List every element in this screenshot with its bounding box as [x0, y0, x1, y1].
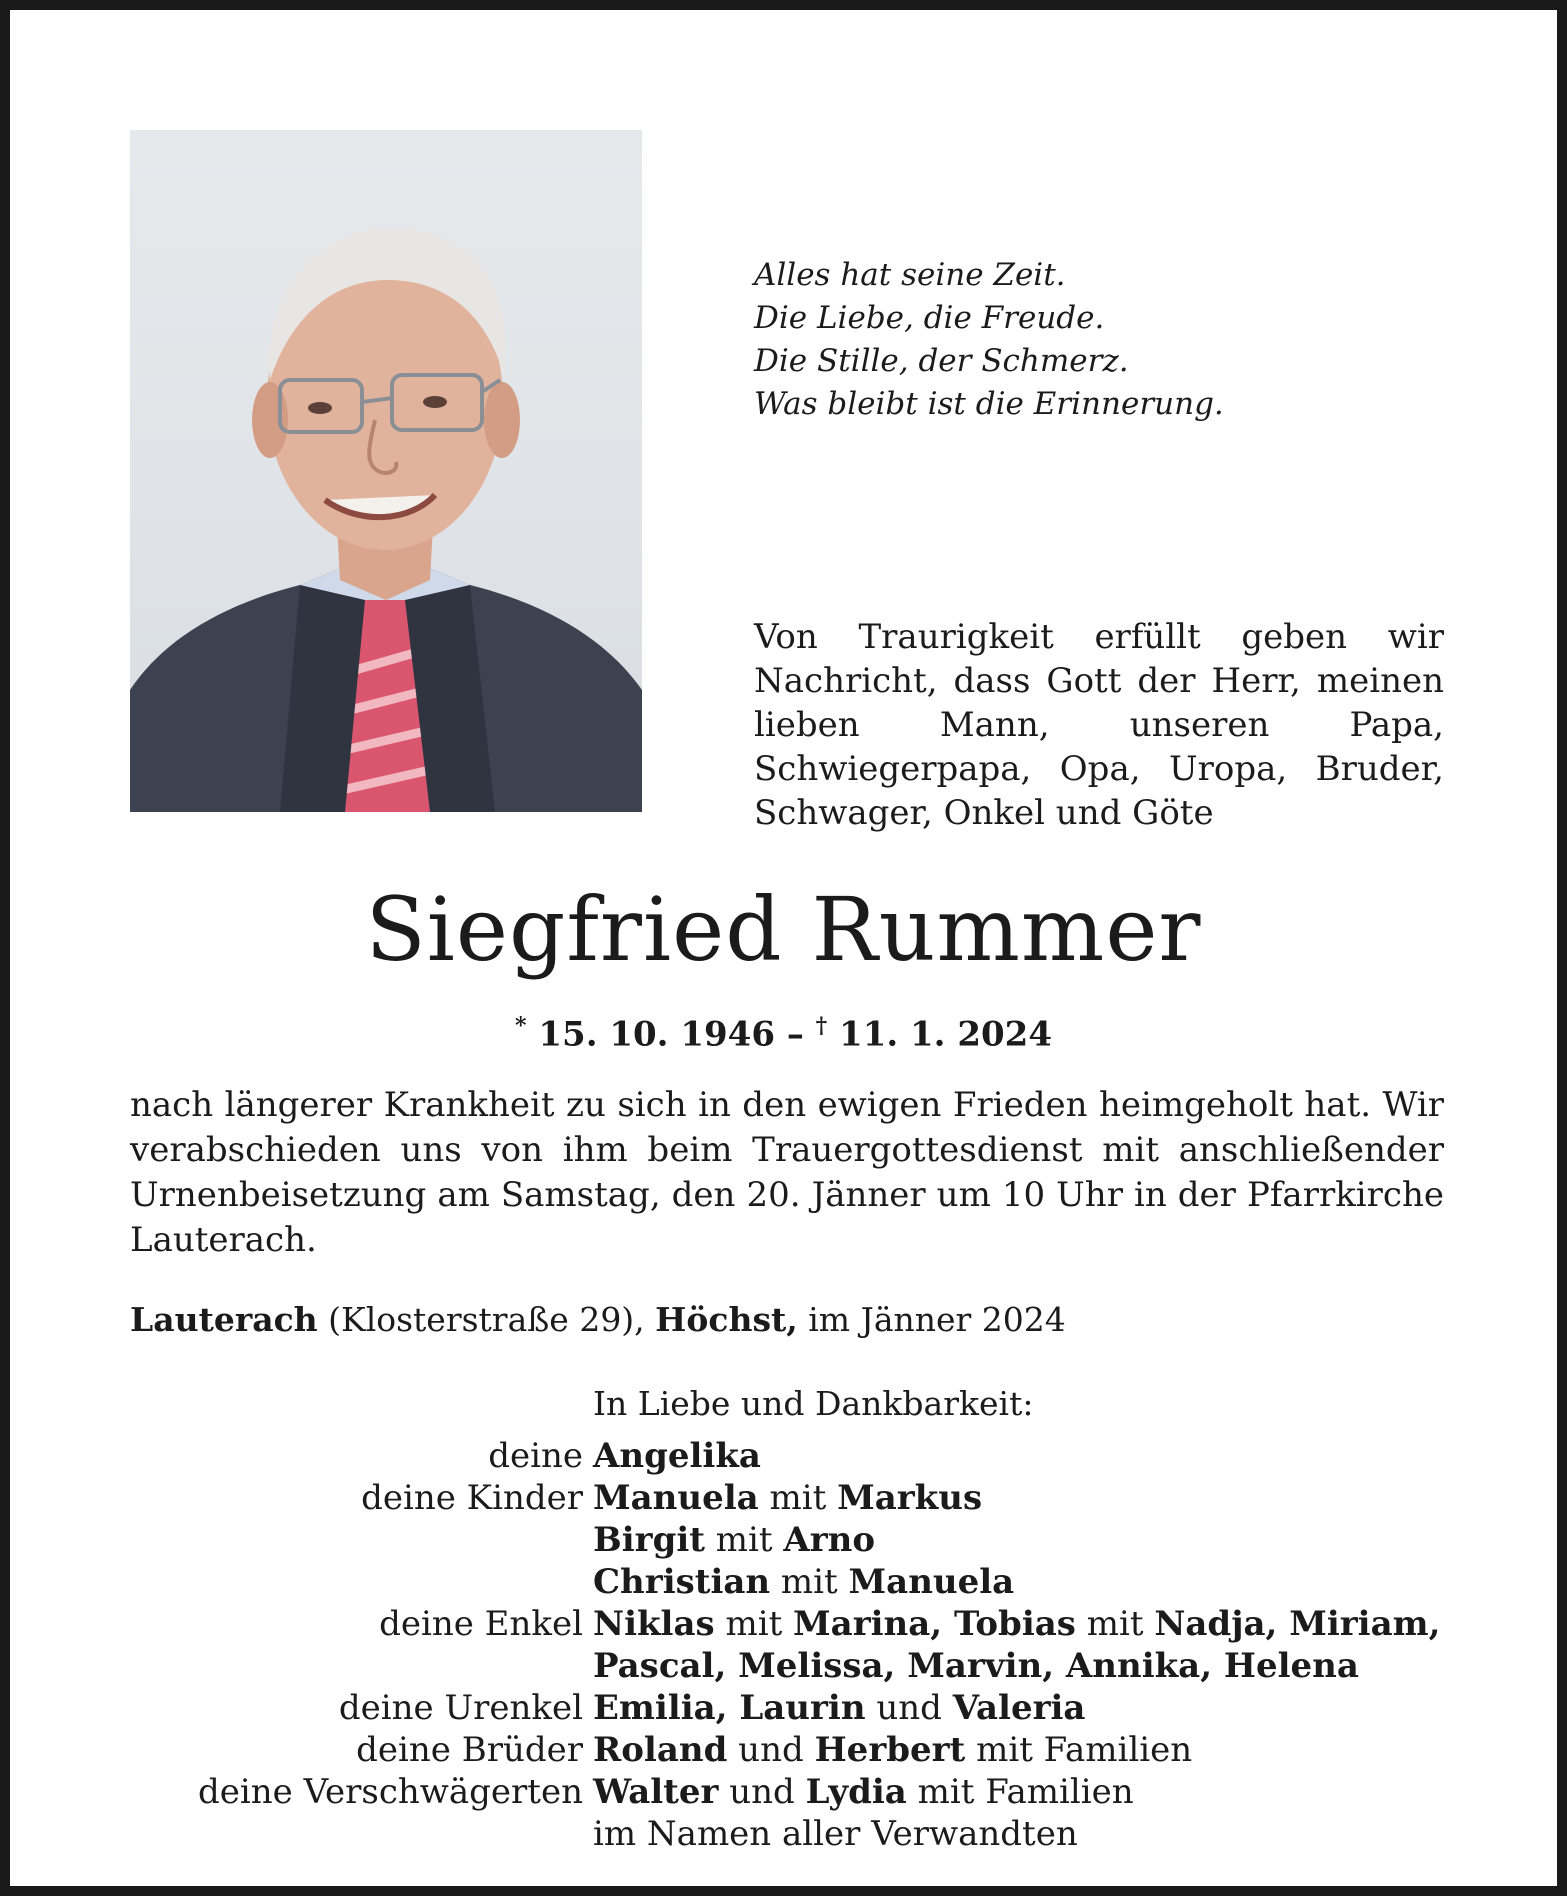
family-relation-label: deine Verschwägerten	[198, 1772, 583, 1812]
deceased-name: Siegfried Rummer	[365, 878, 1202, 981]
family-connector-text: mit	[714, 1604, 794, 1644]
death-symbol: †	[815, 1013, 828, 1039]
family-names	[593, 1813, 1557, 1855]
family-connector-text: und	[718, 1772, 806, 1812]
verse-line: Die Stille, der Schmerz.	[754, 343, 1129, 379]
death-date: 11. 1. 2024	[839, 1014, 1052, 1055]
life-dates	[10, 1005, 1557, 1055]
family-relation-label: deine Urenkel	[338, 1688, 583, 1728]
family-member-name: Emilia, Laurin	[593, 1688, 866, 1728]
intro-paragraph: Von Traurigkeit erfüllt geben wir Nachricht, dass Gott der Herr, meinen lieben Mann, unseren Papa, Schwiegerpapa, Opa, Uropa, Bruder, Schwager, Onkel und Göte	[754, 617, 1444, 833]
family-relation-label: deine Brüder	[356, 1730, 583, 1770]
family-connector-text: mit	[704, 1520, 784, 1560]
family-member-name: Markus	[837, 1478, 983, 1518]
family-names	[593, 1729, 1557, 1771]
birth-date: 15. 10. 1946	[538, 1014, 775, 1055]
family-member-name: Niklas	[593, 1604, 715, 1644]
family-member-name: Manuela	[593, 1478, 759, 1518]
family-names	[593, 1771, 1557, 1813]
family-names	[593, 1603, 1557, 1645]
family-row	[10, 1771, 1557, 1813]
family-member-name: Marina, Tobias	[793, 1604, 1076, 1644]
family-relation-label	[10, 1645, 593, 1687]
family-connector-text: mit	[758, 1478, 838, 1518]
place-date: im Jänner 2024	[797, 1300, 1066, 1339]
family-row	[10, 1561, 1557, 1603]
family-member-name: Herbert	[814, 1730, 966, 1770]
family-relation-label	[10, 1561, 593, 1603]
family-relation-label	[10, 1813, 593, 1855]
family-names	[593, 1477, 1557, 1519]
place-address: (Klosterstraße 29),	[317, 1300, 656, 1339]
family-connector-text: mit Familien	[965, 1730, 1193, 1770]
family-row	[10, 1687, 1557, 1729]
family-relation-label: deine Kinder	[361, 1478, 583, 1518]
place-town-hoechst: Höchst,	[655, 1300, 798, 1339]
family-row	[10, 1435, 1557, 1477]
family-row	[10, 1477, 1557, 1519]
family-connector-text: mit	[1075, 1604, 1155, 1644]
portrait-illustration	[130, 130, 642, 812]
family-member-name: Roland	[593, 1730, 728, 1770]
closing-line: In Liebe und Dankbarkeit:	[593, 1384, 1034, 1423]
verse-quote	[754, 254, 1454, 426]
family-connector-text: und	[727, 1730, 815, 1770]
portrait-photo	[130, 130, 642, 812]
family-names	[593, 1645, 1557, 1687]
body-paragraph: nach längerer Krankheit zu sich in den ewigen Frieden heimgeholt hat. Wir verabschieden uns von ihm beim Trauergottesdienst mit anschließender Urnenbeisetzung am Samstag, den 20. Jänner um 10 Uhr in der Pfarrkirche Lauterach.	[130, 1085, 1444, 1260]
family-member-name: Angelika	[593, 1436, 761, 1476]
family-list	[10, 1435, 1557, 1855]
verse-line: Alles hat seine Zeit.	[754, 257, 1066, 293]
family-member-name: Nadja, Miriam,	[1154, 1604, 1441, 1644]
family-names	[593, 1687, 1557, 1729]
family-member-name: Arno	[783, 1520, 876, 1560]
family-names	[593, 1561, 1557, 1603]
family-row	[10, 1519, 1557, 1561]
family-member-name: Pascal, Melissa, Marvin, Annika, Helena	[593, 1646, 1359, 1686]
verse-line: Die Liebe, die Freude.	[754, 300, 1105, 336]
family-member-name: Walter	[593, 1772, 719, 1812]
family-row	[10, 1813, 1557, 1855]
family-member-name: Christian	[593, 1562, 771, 1602]
family-connector-text: mit	[770, 1562, 849, 1602]
verse-line: Was bleibt ist die Erinnerung.	[754, 386, 1224, 422]
family-relation-label	[10, 1519, 593, 1561]
place-town-lauterach: Lauterach	[130, 1300, 318, 1339]
family-names	[593, 1519, 1557, 1561]
birth-symbol: *	[515, 1013, 527, 1039]
date-separator: –	[786, 1014, 804, 1055]
family-member-name: Valeria	[952, 1688, 1086, 1728]
family-row	[10, 1603, 1557, 1645]
family-row	[10, 1729, 1557, 1771]
family-relation-label: deine Enkel	[379, 1604, 583, 1644]
family-member-name: Lydia	[805, 1772, 907, 1812]
family-member-name: Birgit	[593, 1520, 705, 1560]
family-relation-label: deine	[488, 1436, 583, 1476]
family-row	[10, 1645, 1557, 1687]
family-names	[593, 1435, 1557, 1477]
family-member-name: Manuela	[848, 1562, 1015, 1602]
family-connector-text: mit Familien	[906, 1772, 1134, 1812]
place-line	[130, 1298, 1450, 1342]
family-connector-text: im Namen aller Verwandten	[593, 1814, 1078, 1854]
family-connector-text: und	[865, 1688, 953, 1728]
